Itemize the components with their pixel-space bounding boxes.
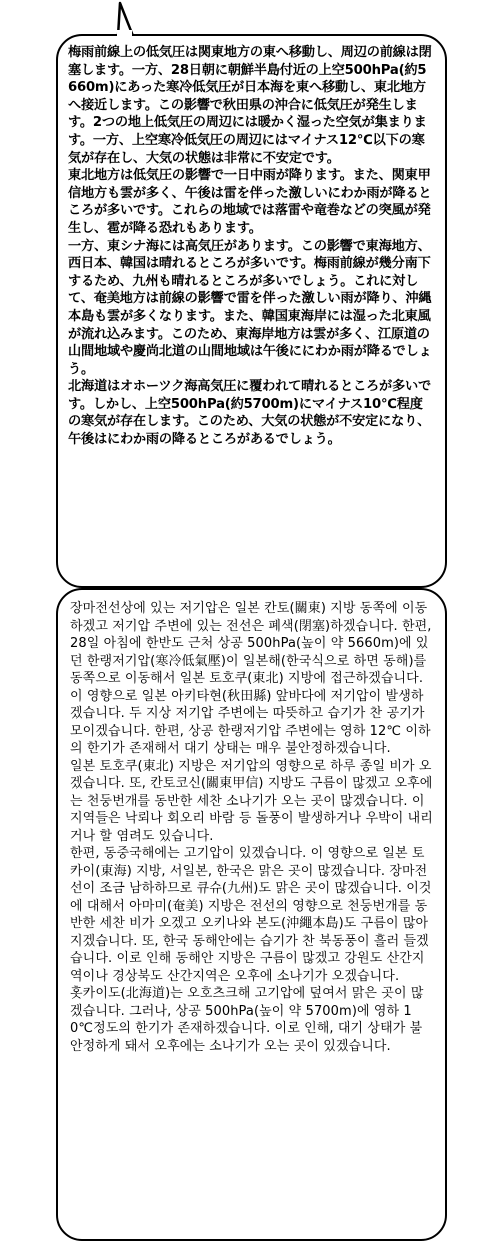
japanese-speech-bubble	[56, 34, 447, 588]
japanese-paragraph: 一方、東シナ海には高気圧があります。この影響で東海地方、西日本、韓国は晴れるところが多いです。梅雨前線が幾分南下するため、九州も晴れるところが多いでしょう。これに対して、奄美地方は前線の影響で雷を伴った激しい雨が降り、沖縄本島も雲が多くなります。また、韓国東海岸には湿った北東風が流れ込みます。このため、東海岸地方は雲が多く、江原道の山間地域や慶尚北道の山間地域は午後ににわか雨が降るでしょう。	[68, 238, 432, 377]
japanese-paragraph: 東北地方は低気圧の影響で一日中雨が降ります。また、関東甲信地方も雲が多く、午後は雷を伴った激しいにわか雨が降るところが多いです。これらの地域では落雷や竜巻などの突風が発生し、雹が降る恐れもあります。	[68, 168, 432, 236]
korean-paragraph: 일본 토호쿠(東北) 지방은 저기압의 영향으로 하루 종일 비가 오겠습니다. 또, 칸토코신(關東甲信) 지방도 구름이 많겠고 오후에는 천둥번개를 동반한 세찬 소나기가 오는 곳이 많겠습니다. 이 지역들은 낙뢰나 회오리 바람 등 돌풍이 발생하거나 우박이 내리거나 할 염려도 있습니다.	[70, 758, 433, 844]
japanese-paragraph: 北海道はオホーツク海高気圧に覆われて晴れるところが多いです。しかし、上空500hPa(約5700m)にマイナス10℃程度の寒気が存在します。このため、大気の状態が不安定になり、午後はにわか雨の降るところがあるでしょう。	[68, 379, 431, 448]
korean-speech-bubble	[56, 588, 447, 1241]
korean-paragraph: 한편, 동중국해에는 고기압이 있겠습니다. 이 영향으로 일본 토카이(東海) 지방, 서일본, 한국은 맑은 곳이 많겠습니다. 장마전선이 조금 남하하므로 큐슈(九州)도 맑은 곳이 많겠습니다. 이것에 대해서 아마미(奄美) 지방은 전선의 영향으로 천둥번개를 동반한 세찬 비가 오겠고 오키나와 본도(沖繩本島)도 구름이 많아지겠습니다. 또, 한국 동해안에는 습기가 찬 북동풍이 흘러 들겠습니다. 이로 인해 동해안 지방은 구름이 많겠고 강원도 산간지역이나 경상북도 산간지역은 오후에 소나기가 오겠습니다.	[70, 846, 432, 984]
tail-joint	[117, 30, 132, 40]
korean-paragraph: 장마전선상에 있는 저기압은 일본 칸토(關東) 지방 동쪽에 이동하겠고 저기압 주변에 있는 전선은 폐색(閉塞)하겠습니다. 한편, 28일 아침에 한반도 근처 상공 500hPa(높이 약 5660m)에 있던 한랭저기압(寒冷低氣壓)이 일본해(한국식으로 하면 동해)를 동쪽으로 이동해서 일본 토호쿠(東北) 지방에 접근하겠습니다. 이 영향으로 일본 아키타현(秋田縣) 앞바다에 저기압이 발생하겠습니다. 두 지상 저기압 주변에는 따뜻하고 습기가 찬 공기가 모이겠습니다. 한편, 상공 한랭저기압 주변에는 영하 12℃ 이하의 한기가 존재해서 대기 상태는 매우 불안정하겠습니다.	[70, 601, 432, 756]
korean-paragraph: 홋카이도(北海道)는 오호츠크해 고기압에 덮여서 맑은 곳이 많겠습니다. 그러나, 상공 500hPa(높이 약 5700m)에 영하 10℃정도의 한기가 존재하겠습니다. 이로 인해, 대기 상태가 불안정하게 돼서 오후에는 소나기가 오는 곳이 있겠습니다.	[70, 986, 424, 1054]
japanese-paragraph: 梅雨前線上の低気圧は関東地方の東へ移動し、周辺の前線は閉塞します。一方、28日朝に朝鮮半島付近の上空500hPa(約5660m)にあった寒冷低気圧が日本海を東へ移動し、東北地方へ接近します。この影響で秋田県の沖合に低気圧が発生します。2つの地上低気圧の周辺には暖かく湿った空気が集まります。一方、上空寒冷低気圧の周辺にはマイナス12℃以下の寒気が存在し、大気の状態は非常に不安定です。	[68, 45, 432, 166]
